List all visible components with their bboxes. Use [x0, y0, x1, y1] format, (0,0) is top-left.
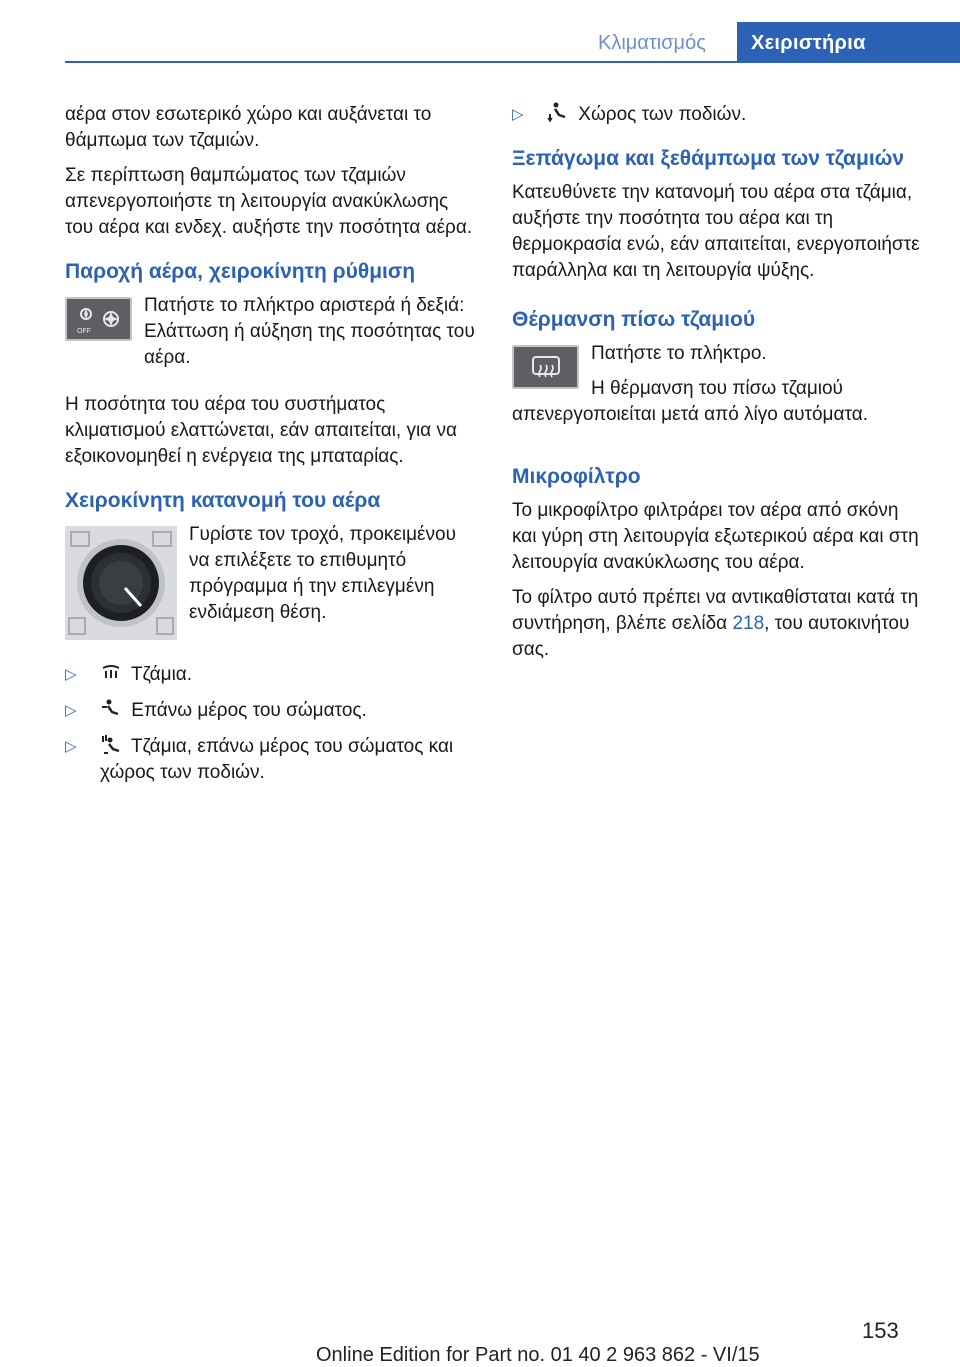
microfilter-text-2a: Το φίλτρο αυτό πρέπει να αντικαθίσταται κατά τη συντήρηση, βλέπε σελίδα [512, 587, 919, 634]
air-supply-note: Η ποσότητα του αέρα του συστήματος κλιματισμού ελαττώνεται, εάν απαιτείται, για να εξοικονομηθεί η ενέργεια της μπαταρίας. [65, 394, 457, 467]
windshield-icon [100, 662, 122, 684]
fan-off-label: OFF [77, 328, 91, 335]
list-item-label: Τζάμια, επάνω μέρος του σώματος και χώρος των ποδιών. [100, 736, 454, 783]
list-item [65, 698, 479, 724]
defrost-text: Κατευθύνετε την κατανομή του αέρα στα τζάμια, αυξήστε την ποσότητα του αέρα και τη θερμοκρασία ενώ, εάν απαιτείται, ενεργοποιήστε παράλληλα και τη λειτουργία ψύξης. [512, 182, 920, 281]
page-number: 153 [862, 1318, 899, 1343]
rear-window-text-1: Πατήστε το πλήκτρο. [591, 343, 767, 364]
rear-window-button-image [512, 345, 579, 389]
footwell-icon [547, 102, 569, 124]
air-supply-text: Πατήστε το πλήκτρο αριστερά ή δεξιά: Ελάττωση ή αύξηση της ποσότητας του αέρα. [144, 295, 475, 368]
header-section-link[interactable]: Κλιματισμός [598, 32, 706, 54]
intro-paragraph-2: Σε περίπτωση θαμπώματος των τζαμιών απενεργοποιήστε τη λειτουργία ανακύκλωσης του αέρα και ενδεχ. αυξήστε την ποσότητα αέρα. [65, 165, 473, 238]
page-reference-link[interactable]: 218 [732, 613, 765, 634]
page-header [0, 22, 960, 62]
list-item [65, 662, 479, 688]
distribution-dial-image [65, 526, 177, 640]
left-column [65, 102, 479, 796]
upper-body-icon [100, 698, 122, 720]
air-supply-heading: Παροχή αέρα, χειροκίνητη ρύθμιση [65, 260, 416, 283]
microfilter-text-1: Το μικροφίλτρο φιλτράρει τον αέρα από σκόνη και γύρη στη λειτουργία εξωτερικού αέρα και στη λειτουργία ανακύκλωσης του αέρα. [512, 500, 919, 573]
list-item-label: Χώρος των ποδιών. [578, 104, 747, 125]
windshield-upper-body-icon [100, 734, 122, 756]
list-item [65, 734, 479, 786]
microfilter-text-2b: , του αυτοκινήτου σας. [512, 613, 910, 660]
distribution-heading: Χειροκίνητη κατανομή του αέρα [65, 489, 381, 512]
bullet-arrow-icon: ▷ [65, 666, 77, 683]
rear-window-text-2: Η θέρμανση του πίσω τζαμιού απενεργοποιείται μετά από λίγο αυτόματα. [512, 378, 868, 425]
air-amount-button-image [65, 297, 132, 341]
distribution-text: Γυρίστε τον τροχό, προκειμένου να επιλέξετε το επιθυμητό πρόγραμμα ή την επιλεγμένη ενδιάμεση θέση. [189, 524, 456, 623]
edition-text: Online Edition for Part no. 01 40 2 963 862 - VI/15 [316, 1344, 760, 1366]
defrost-heading: Ξεπάγωμα και ξεθάμπωμα των τζαμιών [512, 147, 905, 170]
list-item-label: Επάνω μέρος του σώματος. [131, 700, 367, 721]
header-chapter-tab[interactable] [737, 22, 960, 62]
bullet-arrow-icon: ▷ [65, 738, 77, 755]
header-chapter-label: Χειριστήρια [751, 32, 866, 54]
header-rule [65, 61, 960, 63]
list-item-label: Τζάμια. [130, 664, 193, 685]
distribution-list [65, 662, 479, 786]
microfilter-heading: Μικροφίλτρο [512, 465, 641, 488]
microfilter-text-2 [512, 585, 926, 663]
intro-paragraph-1: αέρα στον εσωτερικό χώρο και αυξάνεται το θάμπωμα των τζαμιών. [65, 104, 432, 151]
list-item [512, 102, 926, 128]
bullet-arrow-icon: ▷ [65, 702, 77, 719]
bullet-arrow-icon: ▷ [512, 106, 524, 123]
rear-window-heading: Θέρμανση πίσω τζαμιού [512, 308, 756, 331]
right-column [512, 102, 926, 672]
